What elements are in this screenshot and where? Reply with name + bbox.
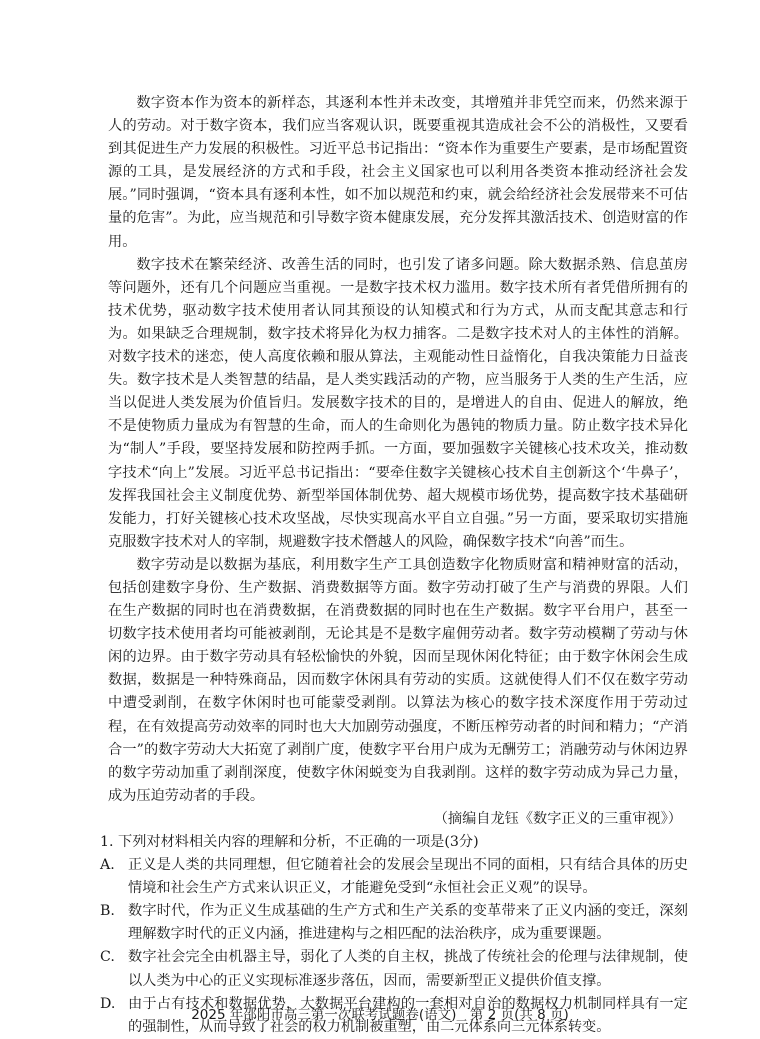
passage-paragraph-2: 数字技术在繁荣经济、改善生活的同时，也引发了诸多问题。除大数据杀熟、信息茧房等问题外，还有几个问题应当重视。一是数字技术权力滥用。数字技术所有者凭借所拥有的技术优势，驱动数字技术使用者认同其预设的认知模式和行为方式，从而支配其意志和行为。如果缺乏合理规制，数字技术将异化为权力捕客。二是数字技术对人的主体性的消解。对数字技术的迷恋，使人高度依赖和服从算法，主观能动性日益惰化，自我决策能力日益丧失。数字技术是人类智慧的结晶，是人类实践活动的产物，应当服务于人类的生产生活，应当以促进人类发展为价值旨归。发展数字技术的目的，是增进人的自由、促进人的解放，绝不是使物质力量成为有智慧的生命，而人的生命则化为愚钝的物质力量。防止数字技术异化为“制人”手段，要坚持发展和防控两手抓。一方面，要加强数字关键核心技术攻关，推动数字技术“向上”发展。习近平总书记指出：“要牵住数字关键核心技术自主创新这个‘牛鼻子’，发挥我国社会主义制度优势、新型举国体制优势、超大规模市场优势，提高数字技术基础研发能力，打好关键核心技术攻坚战，尽快实现高水平自立自强。”另一方面，要采取切实措施克服数字技术对人的宰制，规避数字技术僭越人的风险，确保数字技术“向善”而生。 [108,256,688,550]
option-text: 数字时代，作为正义生成基础的生产方式和生产关系的变革带来了正义内涵的变迁，深刻理解数字时代的正义内涵，推进建构与之相匹配的法治秩序，成为重要课题。 [128,903,688,943]
option-text: 正义是人类的共同理想，但它随着社会的发展会呈现出不同的面相，只有结合具体的历史情境和社会生产方式来认识正义，才能避免受到“永恒社会正义观”的误导。 [128,857,688,897]
passage-paragraph-3: 数字劳动是以数据为基底，利用数字生产工具创造数字化物质财富和精神财富的活动，包括创建数字身份、生产数据、消费数据等方面。数字劳动打破了生产与消费的界限。人们在生产数据的同时也在消费数据，在消费数据的同时也在生产数据。数字平台用户，甚至一切数字技术使用者均可能被剥削，无论其是不是数字雇佣劳动者。数字劳动模糊了劳动与休闲的边界。由于数字劳动具有轻松愉快的外貌，因而呈现休闲化特征；由于数字休闲会生成数据，数据是一种特殊商品，因而数字休闲具有劳动的实质。这就使得人们不仅在数字劳动中遭受剥削，在数字休闲时也可能蒙受剥削。以算法为核心的数字技术深度作用于劳动过程，在有效提高劳动效率的同时也大大加剧劳动强度，不断压榨劳动者的时间和精力；“产消合一”的数字劳动大大拓宽了剥削广度，使数字平台用户成为无酬劳工；消融劳动与休闲边界的数字劳动加重了剥削深度，使数字休闲蜕变为自我剥削。这样的数字劳动成为异己力量，成为压迫劳动者的手段。 [108,556,688,804]
passage-paragraph-1: 数字资本作为资本的新样态，其逐利本性并未改变，其增殖并非凭空而来，仍然来源于人的劳动。对于数字资本，我们应当客观认识，既要重视其造成社会不公的消极性，又要看到其促进生产力发展的积极性。习近平总书记指出：“资本作为重要生产要素，是市场配置资源的工具，是发展经济的方式和手段，社会主义国家也可以利用各类资本推动经济社会发展。”同时强调，“资本具有逐利本性，如不加以规范和约束，就会给经济社会发展带来不可估量的危害”。为此，应当规范和引导数字资本健康发展，充分发挥其激活技术、创造财富的作用。 [108,95,688,250]
page-footer: 2025 年邵阳市高三第一次联考试题卷(语文) 第 2 页(共 8 页) [191,1007,569,1023]
option-letter: B. [100,903,115,920]
option-b [100,900,688,946]
option-letter: C. [100,949,115,966]
option-text: 数字社会完全由机器主导，弱化了人类的自主权，挑战了传统社会的伦理与法律规制，使以人类为中心的正义实现标准逐步落伍，因而，需要新型正义提供价值支撑。 [128,949,688,989]
reading-passage [108,92,688,831]
option-a [100,854,688,900]
question-stem: 1. 下列对材料相关内容的理解和分析，不正确的一项是(3分) [100,834,479,850]
option-c [100,946,688,992]
option-letter: A. [100,857,115,874]
option-text: 由于占有技术和数据优势，大数据平台建构的一套相对自治的数据权力机制同样具有一定的强制性，从而导致了社会的权力机制被重塑，由二元体系向三元体系转变。 [128,995,688,1035]
option-letter: D. [100,995,116,1012]
passage-source: （摘编自龙钰《数字正义的三重审视》） [433,810,682,827]
